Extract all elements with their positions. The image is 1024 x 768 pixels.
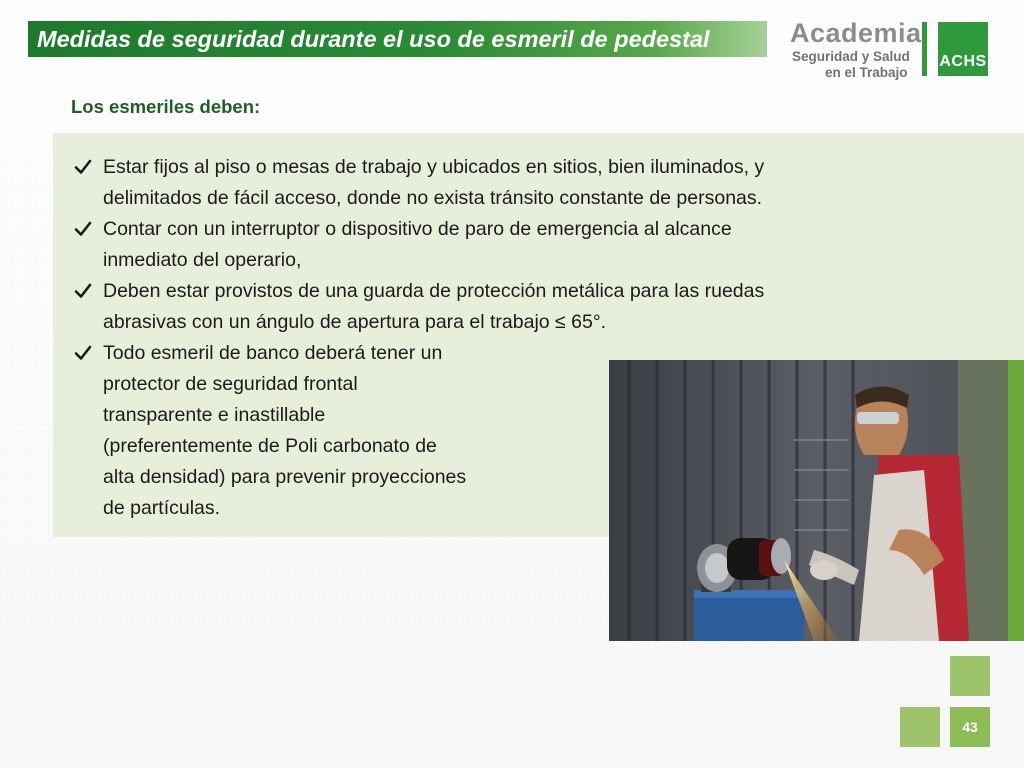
decorative-square <box>950 656 990 696</box>
bullet-line: protector de seguridad frontal <box>103 373 358 395</box>
bullet-line: transparente e inastillable <box>103 404 326 426</box>
logo-academia-text: Academia <box>790 18 922 48</box>
bench-grinder-photo <box>609 360 1024 641</box>
checkmark-icon <box>74 158 92 176</box>
bullet-line: Estar fijos al piso o mesas de trabajo y ubicados en sitios, bien iluminados, y <box>103 156 765 178</box>
bullet-item-2 <box>74 214 904 276</box>
bullet-line: alta densidad) para prevenir proyecciones <box>103 466 467 488</box>
checkmark-icon <box>74 220 92 238</box>
title-bar <box>28 21 767 57</box>
decorative-square <box>900 707 940 747</box>
bullet-line: Contar con un interruptor o dispositivo de paro de emergencia al alcance <box>103 218 732 240</box>
bullet-line: Deben estar provistos de una guarda de protección metálica para las ruedas <box>103 280 765 302</box>
worker-grinding-illustration <box>609 360 1024 641</box>
page-number: 43 <box>962 719 978 735</box>
checkmark-icon <box>74 344 92 362</box>
bullet-line: (preferentemente de Poli carbonato de <box>103 435 437 457</box>
logo-subtitle-line1: Seguridad y Salud <box>792 49 910 64</box>
checkmark-icon <box>74 282 92 300</box>
bullet-line: delimitados de fácil acceso, donde no exista tránsito constante de personas. <box>103 187 763 209</box>
bullet-line: abrasivas con un ángulo de apertura para el trabajo ≤ 65°. <box>103 311 607 333</box>
bullet-line: inmediato del operario, <box>103 249 302 271</box>
logo-subtitle-line2: en el Trabajo <box>825 65 908 80</box>
bullet-item-1 <box>74 152 904 214</box>
bullet-item-3 <box>74 276 904 338</box>
bullet-line: Todo esmeril de banco deberá tener un <box>103 342 443 364</box>
logo-separator <box>922 22 927 76</box>
achs-brand-box <box>938 22 988 76</box>
academia-achs-logo <box>790 18 990 78</box>
section-heading: Los esmeriles deben: <box>71 96 261 117</box>
achs-brand-text: ACHS <box>939 53 987 70</box>
slide-title: Medidas de seguridad durante el uso de esmeril de pedestal <box>37 25 710 52</box>
bullet-line: de partículas. <box>103 497 221 519</box>
